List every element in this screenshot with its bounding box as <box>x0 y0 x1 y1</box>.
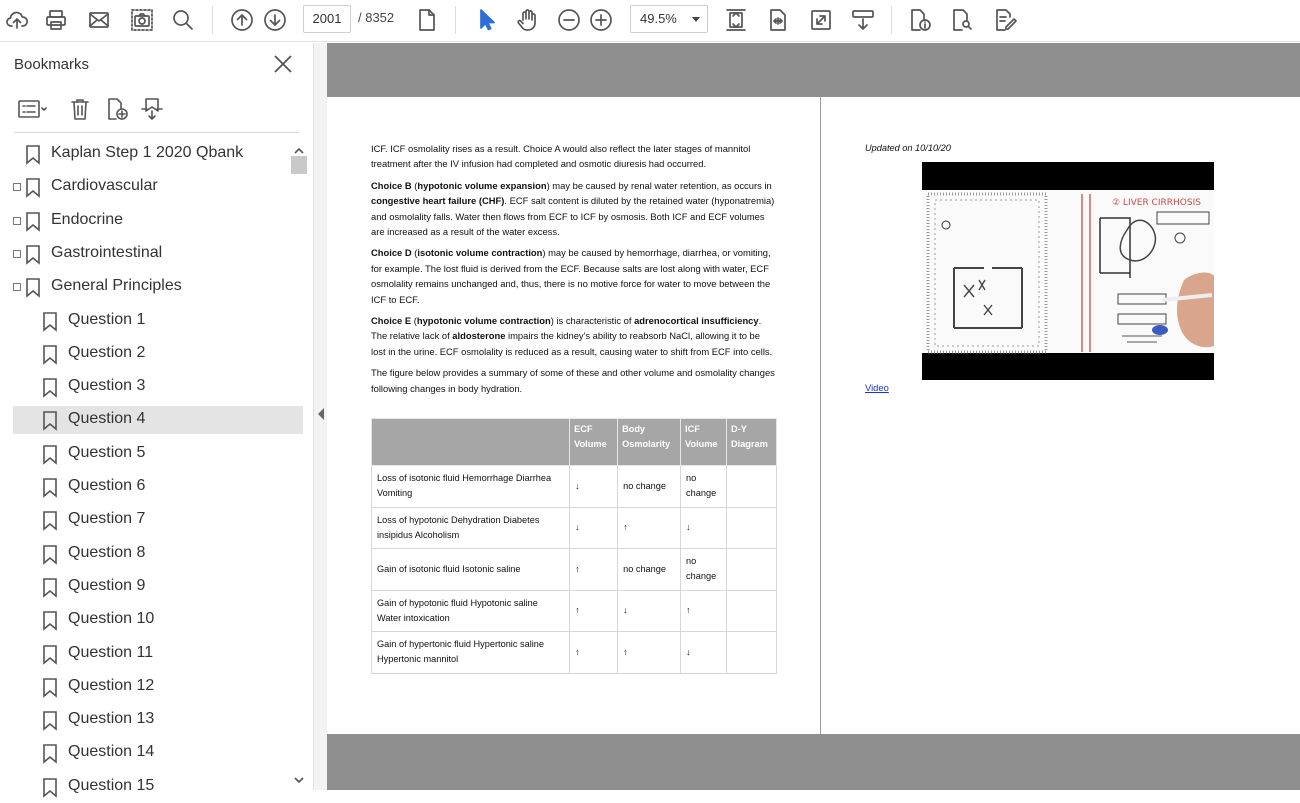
bookmark-label: Endocrine <box>51 210 124 228</box>
chevron-up-icon[interactable] <box>294 143 304 153</box>
bookmark-section-item[interactable] <box>0 273 290 301</box>
bookmark-label: Question 12 <box>68 676 155 694</box>
bookmark-question-item[interactable] <box>13 473 303 501</box>
bookmark-question-item[interactable] <box>13 773 303 801</box>
bookmark-label: Gastrointestinal <box>51 243 163 261</box>
bookmark-label: Cardiovascular <box>51 177 158 195</box>
table-cell: Loss of isotonic fluid Hemorrhage Diarrhea Vomiting <box>372 466 570 508</box>
table-header: ICF Volume <box>681 419 727 466</box>
document-page <box>327 97 1300 734</box>
bookmark-icon <box>42 677 58 698</box>
table-cell: ↑ <box>570 590 618 632</box>
table-cell: ↑ <box>681 590 727 632</box>
bookmark-question-item[interactable] <box>13 640 303 668</box>
edit-document-icon[interactable] <box>991 6 1019 34</box>
bookmark-icon <box>42 311 58 332</box>
table-cell: ↓ <box>681 632 727 674</box>
table-cell: Gain of hypotonic fluid Hypotonic saline Water intoxication <box>372 590 570 632</box>
zoom-out-icon[interactable] <box>555 6 583 34</box>
bookmark-icon <box>42 344 58 365</box>
bookmark-question-item[interactable] <box>13 340 303 368</box>
bookmarks-panel <box>0 43 313 794</box>
table-cell <box>727 632 777 674</box>
document-search-icon[interactable] <box>948 6 976 34</box>
page-number-input[interactable]: 2001 <box>303 5 351 33</box>
bookmark-icon <box>42 777 58 798</box>
sidebar-scrollbar[interactable] <box>290 138 308 788</box>
bookmark-icon <box>25 144 41 165</box>
bookmark-icon <box>42 644 58 665</box>
video-frame <box>922 190 1214 353</box>
expand-toggle-icon[interactable] <box>13 217 21 225</box>
table-cell <box>727 507 777 549</box>
bookmark-icon <box>42 510 58 531</box>
table-cell: no change <box>681 466 727 508</box>
liver-cirrhosis-drawing <box>922 190 1214 353</box>
hydration-table <box>371 418 777 674</box>
svg-text:② LIVER CIRRHOSIS: ② LIVER CIRRHOSIS <box>1112 198 1201 208</box>
bookmark-icon <box>42 577 58 598</box>
zoom-value: 49.5% <box>640 11 677 26</box>
paragraph: ICF. ICF osmolality rises as a result. Choice A would also reflect the later stages of mannitol treatment after the IV infusion had completed and osmotic diuresis had occurred. <box>371 143 751 170</box>
table-header <box>372 419 570 466</box>
bookmark-icon <box>42 710 58 731</box>
bookmark-question-item[interactable] <box>13 573 303 601</box>
hand-tool-icon[interactable] <box>513 6 541 34</box>
upload-cloud-icon[interactable] <box>3 6 31 34</box>
snapshot-camera-icon[interactable] <box>128 6 156 34</box>
table-cell: Gain of isotonic fluid Isotonic saline <box>372 549 570 591</box>
page-icon[interactable] <box>413 6 441 34</box>
bookmark-question-item[interactable] <box>13 506 303 534</box>
bookmark-question-item[interactable] <box>13 606 303 634</box>
bookmark-label: Kaplan Step 1 2020 Qbank <box>51 144 244 161</box>
bookmark-question-item[interactable] <box>13 739 303 767</box>
table-cell: ↑ <box>570 549 618 591</box>
bookmark-icon <box>25 177 41 198</box>
close-icon[interactable] <box>272 53 294 75</box>
table-cell: Loss of hypotonic Dehydration Diabetes insipidus Alcoholism <box>372 507 570 549</box>
table-cell: Gain of hypertonic fluid Hypertonic saline Hypertonic mannitol <box>372 632 570 674</box>
bookmark-question-item[interactable] <box>13 673 303 701</box>
table-cell: ↓ <box>570 466 618 508</box>
table-header: D-Y Diagram <box>727 419 777 466</box>
bookmark-label: Question 6 <box>68 477 146 494</box>
bookmark-icon <box>25 244 41 265</box>
bookmark-label: Question 7 <box>68 510 146 528</box>
search-icon[interactable] <box>169 6 197 34</box>
page-total: / 8352 <box>358 10 395 25</box>
table-header: Body Osmolarity <box>618 419 681 466</box>
document-properties-icon[interactable] <box>906 6 934 34</box>
previous-page-icon[interactable] <box>228 6 256 34</box>
scrollbar-thumb[interactable] <box>291 156 307 174</box>
add-bookmark-icon[interactable] <box>102 95 132 123</box>
answer-explanation <box>371 141 777 402</box>
main-toolbar <box>0 0 1300 42</box>
bookmark-section-item[interactable] <box>0 140 290 168</box>
page-divider <box>820 97 821 734</box>
table-row <box>372 466 777 508</box>
table-cell: ↑ <box>618 507 681 549</box>
paragraph: Choice E (hypotonic volume contraction) is characteristic of adrenocortical insufficiency. The relative lack of aldosterone impairs the kidney's ability to reabsorb NaCl, allowing it to be lost in the urine. ECF osmolality is reduced as a result, causing water to shift from ECF into cells. <box>371 315 773 357</box>
table-cell: no change <box>681 549 727 591</box>
fit-width-icon[interactable] <box>764 6 792 34</box>
table-row <box>372 632 777 674</box>
bookmark-question-item[interactable] <box>13 307 303 335</box>
paragraph: The figure below provides a summary of some of these and other volume and osmolality changes following changes in body hydration. <box>371 367 775 394</box>
bookmark-tree <box>0 138 290 794</box>
bookmark-icon <box>42 377 58 398</box>
panel-splitter[interactable] <box>313 43 327 790</box>
bookmark-label: Question 3 <box>68 377 146 395</box>
bookmark-label: Question 2 <box>68 343 146 361</box>
video-link[interactable]: Video <box>865 382 889 393</box>
toolbar-divider <box>891 6 892 34</box>
table-row <box>372 507 777 549</box>
bookmark-question-item[interactable] <box>13 540 303 568</box>
bookmark-label: Question 14 <box>68 743 155 761</box>
bookmark-tools <box>0 91 313 127</box>
bookmark-question-item[interactable] <box>13 406 303 434</box>
bookmark-section-item[interactable] <box>0 207 290 235</box>
expand-toggle-icon[interactable] <box>13 183 21 191</box>
divider <box>14 132 299 133</box>
expand-toggle-icon[interactable] <box>13 283 21 291</box>
chevron-down-icon <box>692 17 700 22</box>
bookmark-label: Question 4 <box>68 410 146 428</box>
table-cell: ↓ <box>570 507 618 549</box>
bookmark-icon <box>42 544 58 565</box>
video-player[interactable] <box>922 162 1214 380</box>
panel-title: Bookmarks <box>14 56 90 73</box>
scroll-mode-icon[interactable] <box>849 6 877 34</box>
paragraph: Choice B (hypotonic volume expansion) may be caused by renal water retention, as occurs in congestive heart failure (CHF). ECF salt content is diluted by the retained water (hyponatremia) and osmolality falls. Water then flows from ECF to ICF by osmosis. Both ICF and ECF volumes are increased as a result of the water excess. <box>371 179 775 238</box>
table-cell <box>727 549 777 591</box>
table-cell: no change <box>618 549 681 591</box>
bookmark-label: Question 5 <box>68 443 146 461</box>
bookmark-label: Question 1 <box>68 310 146 328</box>
table-cell <box>727 466 777 508</box>
table-cell: ↓ <box>681 507 727 549</box>
table-cell: ↑ <box>570 632 618 674</box>
bookmark-label: Question 15 <box>68 776 155 794</box>
bookmark-question-item[interactable] <box>13 706 303 734</box>
table-cell: ↓ <box>618 590 681 632</box>
table-row <box>372 590 777 632</box>
bookmark-label: Question 8 <box>68 543 146 561</box>
bookmark-section-item[interactable] <box>0 240 290 268</box>
chevron-down-icon[interactable] <box>294 772 304 782</box>
bookmark-icon <box>25 211 41 232</box>
bookmark-icon <box>42 444 58 465</box>
bookmark-question-item[interactable] <box>13 373 303 401</box>
options-menu-icon[interactable] <box>14 95 50 123</box>
expand-toggle-icon[interactable] <box>13 250 21 258</box>
collapse-panel-icon[interactable] <box>318 408 324 420</box>
bookmark-label: General Principles <box>51 277 182 295</box>
bookmark-icon <box>42 477 58 498</box>
fit-page-icon[interactable] <box>722 6 750 34</box>
bookmark-label: Question 9 <box>68 576 146 594</box>
next-page-icon[interactable] <box>261 6 289 34</box>
paragraph: Choice D (isotonic volume contraction) may be caused by hemorrhage, diarrhea, or vomiting, for example. The lost fluid is derived from the ECF. Because salts are lost along with water, ECF osmolality remains unchanged and, thus, there is no motive force for water to move between the ICF to ECF. <box>371 247 771 305</box>
bookmark-question-item[interactable] <box>13 440 303 468</box>
document-view[interactable] <box>327 43 1300 790</box>
select-cursor-icon[interactable] <box>472 6 500 34</box>
bookmark-section-item[interactable] <box>0 173 290 201</box>
bookmark-icon <box>25 277 41 298</box>
bookmark-icon <box>42 743 58 764</box>
bookmark-label: Question 11 <box>68 643 154 661</box>
toolbar-divider <box>212 6 213 34</box>
table-cell <box>727 590 777 632</box>
bookmark-icon <box>42 410 58 431</box>
bookmark-label: Question 10 <box>68 610 155 628</box>
delete-bookmark-icon[interactable] <box>65 95 95 123</box>
zoom-select[interactable] <box>630 5 708 33</box>
toolbar-divider <box>455 6 456 34</box>
updated-date: Updated on 10/10/20 <box>865 143 951 153</box>
expand-bookmark-icon[interactable] <box>137 95 167 123</box>
zoom-in-icon[interactable] <box>587 6 615 34</box>
bookmark-icon <box>42 610 58 631</box>
table-header: ECF Volume <box>570 419 618 466</box>
email-icon[interactable] <box>85 6 113 34</box>
table-cell: no change <box>618 466 681 508</box>
full-screen-icon[interactable] <box>807 6 835 34</box>
table-row <box>372 549 777 591</box>
table-cell: ↑ <box>618 632 681 674</box>
print-icon[interactable] <box>42 6 70 34</box>
bookmark-label: Question 13 <box>68 710 155 728</box>
